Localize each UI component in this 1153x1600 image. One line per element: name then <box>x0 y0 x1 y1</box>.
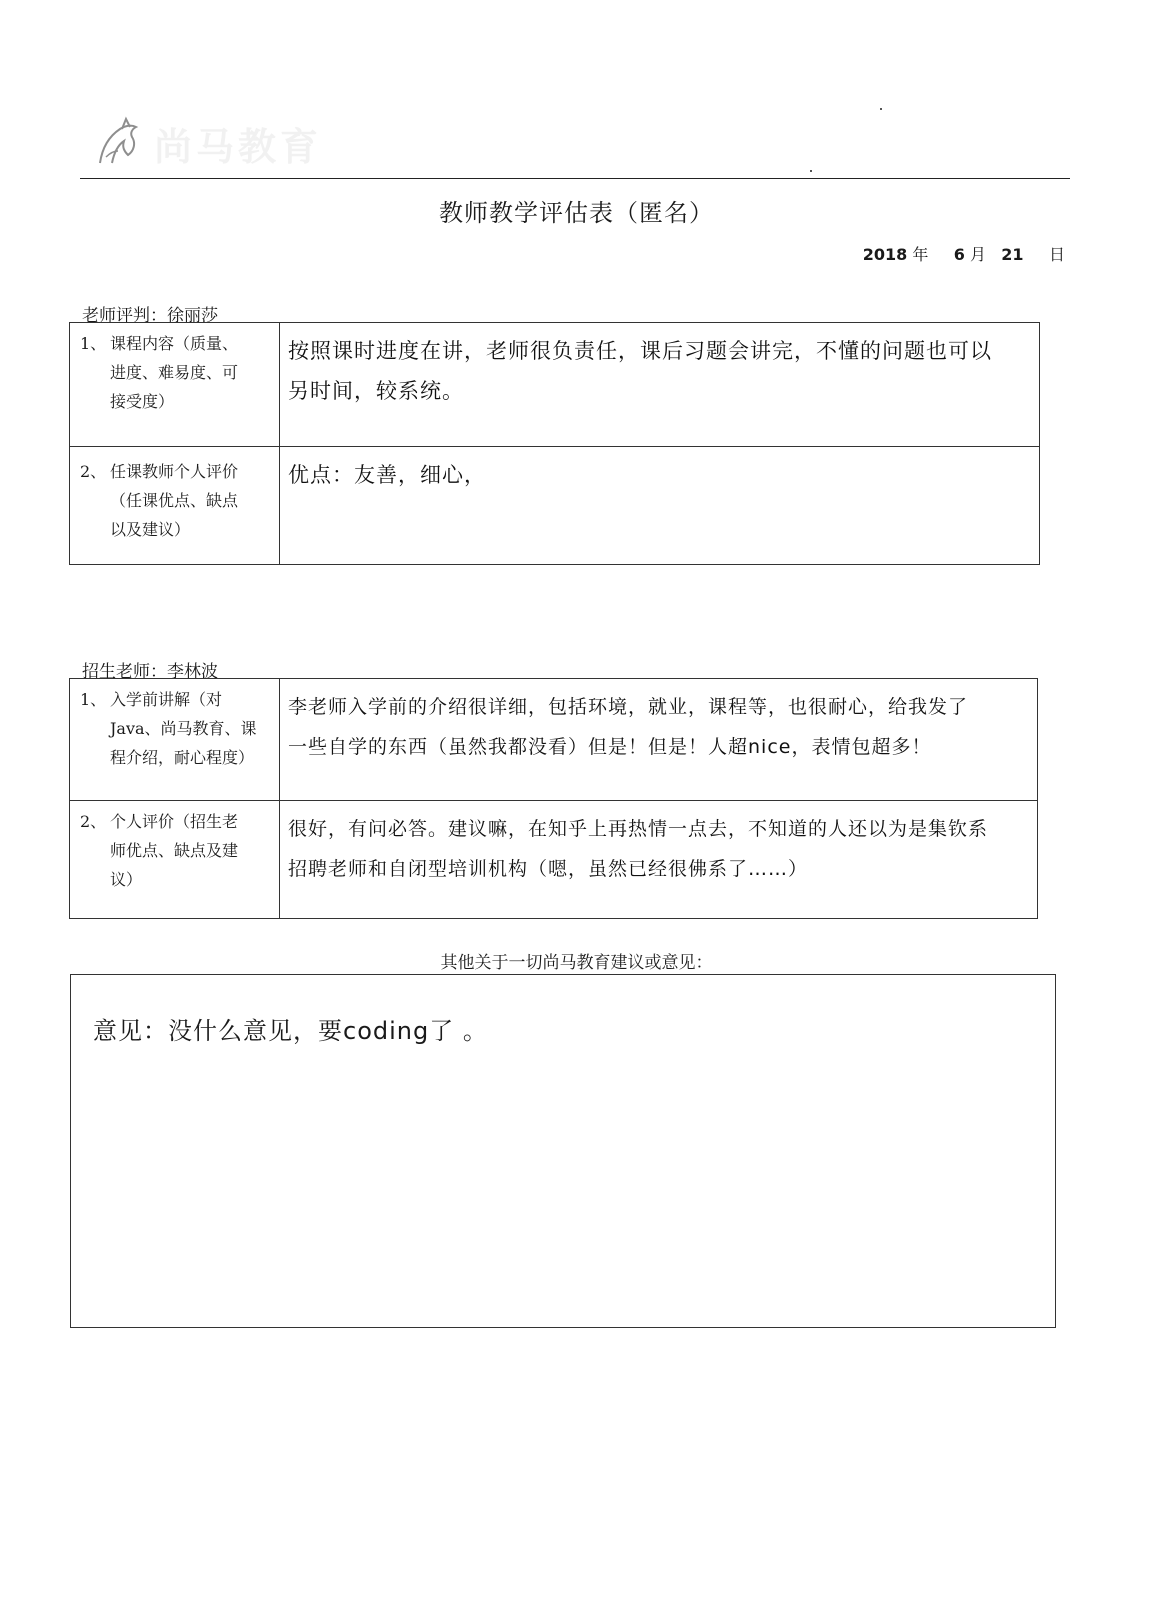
logo-text: 尚马教育 <box>154 124 323 169</box>
date-year-unit: 年 <box>912 245 929 264</box>
header-divider <box>80 178 1070 179</box>
question-line: 个人评价（招生老 <box>110 812 239 831</box>
question-number: 1、 <box>80 690 107 709</box>
date-year: 2018 <box>862 245 908 264</box>
date-day-unit: 日 <box>1048 245 1065 264</box>
teacher-eval-table <box>69 322 1040 565</box>
page-title: 教师教学评估表（匿名） <box>439 199 714 227</box>
answer-field[interactable] <box>280 801 1038 919</box>
question-line: （任课优点、缺点 <box>110 491 239 510</box>
question-cell <box>70 323 280 447</box>
other-comments-title: 其他关于一切尚马教育建议或意见： <box>440 953 713 973</box>
question-line: 以及建议） <box>110 520 191 539</box>
question-cell <box>70 679 280 801</box>
question-number: 2、 <box>80 462 107 481</box>
table-row <box>70 679 1038 801</box>
answer-line: 李老师入学前的介绍很详细，包括环境，就业，课程等，也很耐心，给我发了 <box>288 696 969 718</box>
answer-field[interactable] <box>280 323 1040 447</box>
answer-line: 招聘老师和自闭型培训机构（嗯，虽然已经很佛系了……） <box>288 858 809 880</box>
answer-line: 按照课时进度在讲，老师很负责任，课后习题会讲完，不懂的问题也可以 <box>288 339 992 363</box>
answer-field[interactable] <box>280 447 1040 565</box>
answer-line: 一些自学的东西（虽然我都没看）但是！但是！人超nice，表情包超多！ <box>288 736 932 758</box>
question-line: 议） <box>110 870 143 889</box>
question-line: 程介绍，耐心程度） <box>110 748 255 767</box>
scan-speck <box>810 170 812 172</box>
question-cell <box>70 447 280 565</box>
question-line: 接受度） <box>110 392 175 411</box>
answer-line: 很好，有问必答。建议嘛，在知乎上再热情一点去，不知道的人还以为是集钦系 <box>288 818 989 840</box>
admission-eval-table <box>69 678 1038 919</box>
answer-field[interactable] <box>280 679 1038 801</box>
question-line: 课程内容（质量、 <box>110 334 239 353</box>
question-line: Java、尚马教育、课 <box>110 719 257 738</box>
other-comments-field[interactable] <box>70 974 1056 1328</box>
table-row <box>70 801 1038 919</box>
question-line: 任课教师个人评价 <box>110 462 239 481</box>
form-date <box>863 242 1065 265</box>
question-number: 1、 <box>80 334 107 353</box>
question-line: 进度、难易度、可 <box>110 363 239 382</box>
question-line: 师优点、缺点及建 <box>110 841 239 860</box>
teacher-section-label: 老师评判：徐丽莎 <box>82 306 218 326</box>
horse-logo-icon <box>92 115 148 171</box>
date-month: 6 <box>953 245 965 264</box>
question-number: 2、 <box>80 812 107 831</box>
logo <box>92 115 322 171</box>
answer-line: 另时间，较系统。 <box>288 379 464 403</box>
table-row <box>70 323 1040 447</box>
scan-speck <box>880 108 882 110</box>
table-row <box>70 447 1040 565</box>
admission-section-label: 招生老师：李林波 <box>82 662 218 682</box>
question-line: 入学前讲解（对 <box>110 690 223 709</box>
date-day: 21 <box>1001 245 1024 264</box>
other-comments-text: 意见：没什么意见，要coding了 。 <box>93 1017 488 1045</box>
answer-line: 优点：友善，细心， <box>288 463 486 487</box>
question-cell <box>70 801 280 919</box>
date-month-unit: 月 <box>970 245 987 264</box>
